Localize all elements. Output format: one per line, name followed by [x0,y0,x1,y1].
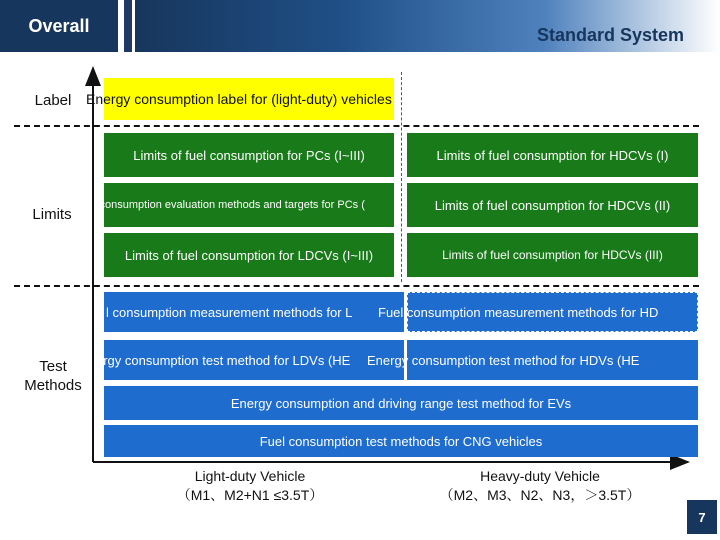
test-fuel-ldv [104,292,404,332]
row-label-test-methods-line1: Test [39,358,67,375]
limits-hdv-2 [407,183,698,227]
test-energy-hdv [367,340,698,380]
section-tab-overall: Overall [0,0,118,52]
test-fuel-hdv-text: Fuel consumption measurement methods for HD [378,304,659,320]
test-fuel-ldv-text: l consumption measurement methods for L [106,304,353,320]
test-energy-ldv [96,340,404,380]
limits-hdv-2-text: Limits of fuel consumption for HDCVs (II) [434,197,671,213]
axis-ldv-line1: Light-duty Vehicle [194,468,306,484]
row-label-test-methods-line2: Methods [24,377,82,394]
limits-hdv-1-text: Limits of fuel consumption for HDCVs (I) [436,147,669,163]
limits-ldv-3 [104,233,394,277]
limits-hdv-3-text: Limits of fuel consumption for HDCVs (III) [442,248,663,262]
limits-ldv-2-text: l consumption evaluation methods and targets for PCs ( [94,199,365,211]
test-cng-text: Fuel consumption test methods for CNG vehicles [259,433,543,449]
limits-ldv-3-text: Limits of fuel consumption for LDCVs (I~III) [124,247,374,263]
row-label-limits: Limits [32,206,72,223]
test-fuel-hdv [378,292,698,332]
limits-ldv-1 [104,133,394,177]
label-box-text: Energy consumption label for (light-duty) vehicles [86,91,392,107]
axis-ldv-line2: （M1、M2+N1 ≤3.5T） [176,487,324,503]
test-cng [104,425,698,457]
row-label-label: Label [34,92,72,109]
limits-hdv-1 [407,133,698,177]
test-energy-ldv-text: ergy consumption test method for LDVs (HE [96,352,351,368]
axis-hdv-line1: Heavy-duty Vehicle [480,468,600,484]
limits-hdv-3 [407,233,698,277]
separator-label-limits [14,125,699,127]
separator-limits-tests [14,285,699,287]
limits-ldv-2 [94,183,394,227]
page-title: Standard System [135,0,720,52]
limits-ldv-1-text: Limits of fuel consumption for PCs (I~III) [133,147,365,163]
label-box [86,78,394,120]
test-ev-text: Energy consumption and driving range test method for EVs [230,395,572,411]
test-ev [104,386,698,420]
column-divider [401,72,402,282]
axis-hdv-line2: （M2、M3、N2、N3，＞3.5T） [439,487,641,503]
test-energy-hdv-text: Energy consumption test method for HDVs (HE [367,352,640,368]
page-number: 7 [687,500,717,534]
